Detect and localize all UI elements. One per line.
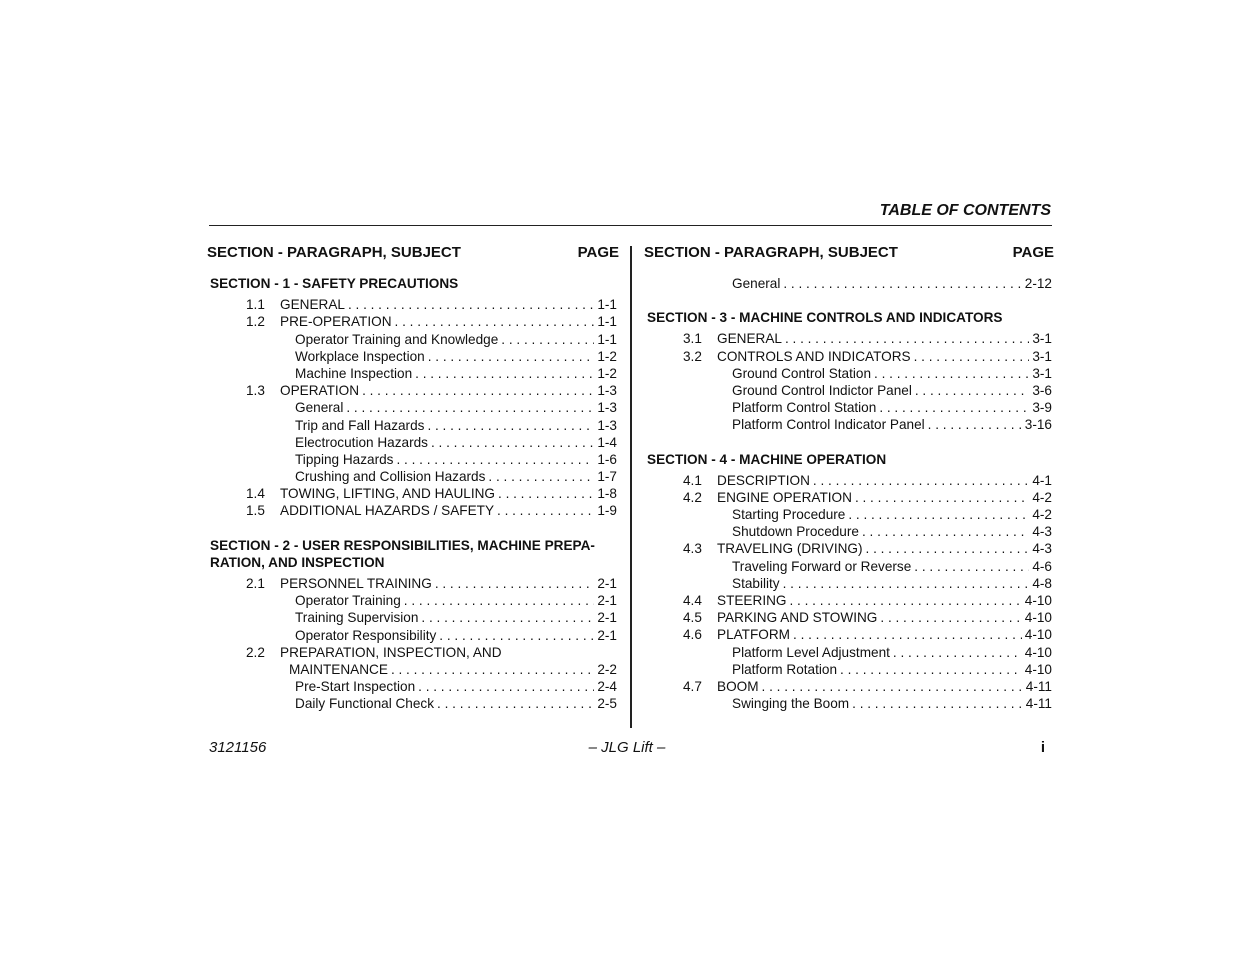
toc-entry-title: MAINTENANCE bbox=[289, 661, 388, 677]
toc-entry-title: ADDITIONAL HAZARDS / SAFETY bbox=[280, 503, 495, 519]
dot-leader bbox=[914, 558, 1029, 575]
dot-leader bbox=[362, 382, 594, 399]
toc-entry[interactable] bbox=[647, 365, 1052, 382]
toc-entry-page: 1-9 bbox=[597, 503, 617, 519]
toc-entry-title: ENGINE OPERATION bbox=[717, 489, 852, 505]
column-heading: SECTION - PARAGRAPH, SUBJECT bbox=[644, 244, 898, 261]
dot-leader bbox=[395, 313, 595, 330]
toc-entry[interactable] bbox=[210, 296, 617, 313]
dot-leader bbox=[928, 416, 1022, 433]
toc-entry[interactable] bbox=[210, 434, 617, 451]
toc-entry-page: 3-6 bbox=[1032, 382, 1052, 398]
toc-entry[interactable] bbox=[647, 489, 1052, 506]
toc-entry-number: 4.3 bbox=[683, 541, 702, 557]
toc-entry-title: Electrocution Hazards bbox=[295, 434, 428, 450]
toc-entry-page: 4-2 bbox=[1032, 489, 1052, 505]
dot-leader bbox=[783, 275, 1021, 292]
toc-entry[interactable] bbox=[647, 523, 1052, 540]
toc-entry-page: 3-1 bbox=[1032, 348, 1052, 364]
toc-entry-number: 1.3 bbox=[246, 383, 265, 399]
column-header-right bbox=[644, 243, 1054, 263]
toc-entry-number: 4.4 bbox=[683, 593, 702, 609]
page-heading: PAGE bbox=[577, 244, 619, 261]
toc-entry-title: Ground Control Indictor Panel bbox=[732, 382, 912, 398]
toc-entry-title: PLATFORM bbox=[717, 627, 791, 643]
toc-entry-page: 4-10 bbox=[1024, 610, 1052, 626]
toc-entry-title: Pre-Start Inspection bbox=[295, 679, 416, 695]
toc-section-heading[interactable]: SECTION - 4 - MACHINE OPERATION bbox=[647, 451, 887, 467]
toc-entry-number: 1.2 bbox=[246, 314, 265, 330]
toc-entry-page: 4-1 bbox=[1032, 472, 1052, 488]
toc-entry[interactable] bbox=[210, 365, 617, 382]
toc-entry-title: STEERING bbox=[717, 593, 787, 609]
dot-leader bbox=[501, 331, 594, 348]
dot-leader bbox=[428, 348, 595, 365]
toc-entry-title: OPERATION bbox=[280, 383, 360, 399]
toc-entry-page: 4-8 bbox=[1032, 575, 1052, 591]
toc-entry[interactable] bbox=[210, 592, 617, 609]
page-number: i bbox=[1040, 739, 1045, 756]
toc-entry-title: PERSONNEL TRAINING bbox=[280, 576, 432, 592]
toc-entry-title: GENERAL bbox=[280, 297, 345, 313]
page-heading: PAGE bbox=[1012, 244, 1054, 261]
toc-entry-title: Operator Responsibility bbox=[295, 627, 437, 643]
toc-entry-number: 4.2 bbox=[683, 489, 702, 505]
dot-leader bbox=[855, 489, 1029, 506]
toc-entry[interactable] bbox=[647, 382, 1052, 399]
toc-entry[interactable] bbox=[647, 275, 1052, 292]
toc-entry-title: Tipping Hazards bbox=[295, 451, 394, 467]
toc-entry-page: 1-8 bbox=[597, 486, 617, 502]
toc-entry-page: 1-6 bbox=[597, 451, 617, 467]
toc-entry-title: BOOM bbox=[717, 678, 759, 694]
toc-entry-page: 4-11 bbox=[1025, 696, 1052, 712]
toc-entry-title: Trip and Fall Hazards bbox=[295, 417, 425, 433]
dot-leader bbox=[783, 575, 1030, 592]
dot-leader bbox=[348, 296, 594, 313]
toc-section-heading[interactable]: SECTION - 3 - MACHINE CONTROLS AND INDICATORS bbox=[647, 310, 1003, 326]
toc-entry-page: 1-4 bbox=[597, 434, 617, 450]
toc-entry[interactable] bbox=[647, 592, 1052, 609]
dot-leader bbox=[439, 627, 594, 644]
toc-entry[interactable] bbox=[210, 348, 617, 365]
toc-entry-page: 3-1 bbox=[1032, 331, 1052, 347]
toc-entry-number: 2.2 bbox=[246, 644, 265, 660]
toc-entry-page: 1-2 bbox=[597, 348, 617, 364]
toc-entry[interactable] bbox=[210, 331, 617, 348]
toc-entry-number: 4.5 bbox=[683, 610, 702, 626]
dot-leader bbox=[396, 451, 594, 468]
toc-entry[interactable] bbox=[647, 575, 1052, 592]
toc-entry-title: Starting Procedure bbox=[732, 507, 846, 523]
dot-leader bbox=[437, 695, 594, 712]
dot-leader bbox=[346, 399, 594, 416]
toc-entry-number: 1.4 bbox=[246, 486, 265, 502]
toc-entry-number: 3.2 bbox=[683, 348, 702, 364]
toc-entry-title: Crushing and Collision Hazards bbox=[295, 469, 486, 485]
toc-entry-page: 1-1 bbox=[597, 297, 617, 313]
toc-entry-title: PRE-OPERATION bbox=[280, 314, 392, 330]
toc-entry-page: 1-7 bbox=[597, 469, 617, 485]
toc-entry-page: 3-16 bbox=[1024, 417, 1052, 433]
toc-entry[interactable] bbox=[210, 468, 617, 485]
toc-entry[interactable] bbox=[210, 575, 617, 592]
toc-entry-number: 4.6 bbox=[683, 627, 702, 643]
toc-entry-title: GENERAL bbox=[717, 331, 782, 347]
toc-entry[interactable] bbox=[210, 502, 617, 519]
page-title: TABLE OF CONTENTS bbox=[879, 202, 1051, 219]
dot-leader bbox=[435, 575, 595, 592]
dot-leader bbox=[880, 609, 1021, 626]
toc-entry-page: 2-12 bbox=[1024, 276, 1052, 291]
toc-entry-title: Traveling Forward or Reverse bbox=[732, 558, 912, 574]
toc-entry-page: 2-1 bbox=[597, 627, 617, 643]
toc-entry-page: 2-1 bbox=[597, 576, 617, 592]
toc-entry-title: Operator Training and Knowledge bbox=[295, 331, 499, 347]
dot-leader bbox=[915, 382, 1030, 399]
column-heading: SECTION - PARAGRAPH, SUBJECT bbox=[207, 244, 461, 261]
toc-entry-page: 2-5 bbox=[597, 696, 617, 712]
toc-entry-title: General bbox=[295, 400, 344, 416]
toc-entry[interactable] bbox=[210, 609, 617, 626]
toc-entry-page: 4-6 bbox=[1032, 558, 1052, 574]
toc-entry[interactable] bbox=[647, 399, 1052, 416]
toc-column-right bbox=[644, 243, 1054, 712]
document-number: 3121156 bbox=[209, 739, 267, 756]
toc-entry-number: 4.1 bbox=[683, 472, 702, 488]
dot-leader bbox=[498, 485, 594, 502]
toc-entry[interactable] bbox=[647, 695, 1052, 712]
toc-entry[interactable] bbox=[210, 485, 617, 502]
toc-entry[interactable] bbox=[210, 678, 617, 695]
toc-entry[interactable] bbox=[210, 382, 617, 399]
toc-entry-page: 4-10 bbox=[1024, 593, 1052, 609]
dot-leader bbox=[793, 626, 1022, 643]
toc-entry-page: 1-3 bbox=[597, 400, 617, 416]
toc-entry-title: DESCRIPTION bbox=[717, 472, 810, 488]
toc-entry-page: 2-1 bbox=[597, 610, 617, 626]
dot-leader bbox=[866, 540, 1030, 557]
toc-entry[interactable] bbox=[647, 609, 1052, 626]
toc-entry-number: 3.1 bbox=[683, 331, 702, 347]
toc-entry-page: 3-9 bbox=[1032, 400, 1052, 416]
dot-leader bbox=[879, 399, 1029, 416]
dot-leader bbox=[874, 365, 1029, 382]
dot-leader bbox=[813, 472, 1029, 489]
dot-leader bbox=[497, 502, 594, 519]
toc-entry-page: 4-11 bbox=[1025, 678, 1052, 694]
toc-entry-title: Ground Control Station bbox=[732, 365, 872, 381]
toc-entry[interactable] bbox=[647, 626, 1052, 643]
dot-leader bbox=[488, 468, 594, 485]
toc-entry-page: 1-2 bbox=[597, 365, 617, 381]
toc-entry[interactable] bbox=[210, 417, 617, 434]
toc-entry-title: Shutdown Procedure bbox=[732, 524, 859, 540]
toc-entry-page: 4-10 bbox=[1024, 644, 1052, 660]
toc-entry-page: 4-3 bbox=[1032, 541, 1052, 557]
toc-entry[interactable] bbox=[647, 661, 1052, 678]
toc-entry-page: 1-1 bbox=[597, 314, 617, 330]
dot-leader bbox=[427, 417, 594, 434]
toc-entries-left bbox=[210, 275, 617, 713]
toc-entry[interactable] bbox=[647, 678, 1052, 695]
toc-column-left bbox=[207, 243, 619, 713]
toc-entry[interactable] bbox=[647, 644, 1052, 661]
toc-entry-page: 4-10 bbox=[1024, 627, 1052, 643]
toc-entry-title: General bbox=[732, 276, 781, 291]
toc-entry-title: Workplace Inspection bbox=[295, 348, 425, 364]
toc-entry-number: 4.7 bbox=[683, 678, 702, 694]
dot-leader bbox=[431, 434, 594, 451]
toc-entry-page: 4-10 bbox=[1024, 661, 1052, 677]
toc-entry-title: TRAVELING (DRIVING) bbox=[717, 541, 863, 557]
toc-entry-page: 4-3 bbox=[1032, 524, 1052, 540]
toc-entry[interactable] bbox=[647, 416, 1052, 433]
toc-entry-title: Stability bbox=[732, 575, 780, 591]
toc-entry-number: 1.1 bbox=[246, 297, 265, 313]
toc-entry-title: PARKING AND STOWING bbox=[717, 610, 878, 626]
dot-leader bbox=[790, 592, 1022, 609]
toc-section-heading[interactable]: SECTION - 1 - SAFETY PRECAUTIONS bbox=[210, 276, 459, 291]
column-divider bbox=[630, 246, 632, 728]
dot-leader bbox=[418, 678, 594, 695]
toc-entry-number: 2.1 bbox=[246, 576, 265, 592]
toc-entry-page: 4-2 bbox=[1032, 507, 1052, 523]
title-rule bbox=[209, 225, 1052, 226]
dot-leader bbox=[848, 506, 1029, 523]
toc-entry[interactable] bbox=[210, 627, 617, 644]
dot-leader bbox=[914, 348, 1030, 365]
toc-entry-page: 1-1 bbox=[597, 331, 617, 347]
dot-leader bbox=[762, 678, 1023, 695]
toc-entry[interactable] bbox=[210, 644, 617, 661]
dot-leader bbox=[415, 365, 594, 382]
toc-section-heading[interactable]: RATION, AND INSPECTION bbox=[210, 554, 385, 570]
toc-entry-title: Swinging the Boom bbox=[732, 696, 850, 712]
toc-entry[interactable] bbox=[647, 348, 1052, 365]
toc-entry-page: 2-2 bbox=[597, 661, 617, 677]
dot-leader bbox=[391, 661, 594, 678]
toc-entry-title: Machine Inspection bbox=[295, 365, 413, 381]
toc-entry[interactable] bbox=[647, 558, 1052, 575]
toc-entry-title: Training Supervision bbox=[295, 610, 419, 626]
toc-entry-title: Platform Level Adjustment bbox=[732, 644, 890, 660]
toc-entry[interactable] bbox=[647, 330, 1052, 347]
toc-entry[interactable] bbox=[647, 540, 1052, 557]
toc-entry-title: Operator Training bbox=[295, 593, 401, 609]
dot-leader bbox=[852, 695, 1023, 712]
toc-entry-title: Platform Rotation bbox=[732, 661, 838, 677]
dot-leader bbox=[785, 330, 1029, 347]
toc-entry-title: Platform Control Indicator Panel bbox=[732, 417, 925, 433]
toc-entry-title: PREPARATION, INSPECTION, AND bbox=[280, 644, 502, 660]
dot-leader bbox=[862, 523, 1029, 540]
toc-entry[interactable] bbox=[210, 399, 617, 416]
toc-entry[interactable] bbox=[210, 661, 617, 678]
toc-entry-title: Daily Functional Check bbox=[295, 696, 435, 712]
toc-entry-title: CONTROLS AND INDICATORS bbox=[717, 348, 911, 364]
toc-section-heading[interactable]: SECTION - 2 - USER RESPONSIBILITIES, MACHINE PREPA- bbox=[210, 537, 595, 553]
toc-entry-page: 1-3 bbox=[597, 383, 617, 399]
toc-entry-page: 3-1 bbox=[1032, 365, 1052, 381]
toc-entry-title: TOWING, LIFTING, AND HAULING bbox=[280, 486, 496, 502]
toc-entry-title: Platform Control Station bbox=[732, 400, 877, 416]
dot-leader bbox=[421, 609, 594, 626]
toc-entry[interactable] bbox=[210, 695, 617, 712]
toc-entry-page: 2-4 bbox=[597, 679, 617, 695]
toc-entry[interactable] bbox=[647, 472, 1052, 489]
dot-leader bbox=[840, 661, 1022, 678]
toc-entry-page: 1-3 bbox=[597, 417, 617, 433]
page-footer bbox=[209, 738, 1045, 758]
toc-entries-right bbox=[647, 275, 1052, 712]
toc-entry[interactable] bbox=[647, 506, 1052, 523]
toc-entry[interactable] bbox=[210, 451, 617, 468]
toc-entry-number: 1.5 bbox=[246, 503, 265, 519]
column-header-left bbox=[207, 243, 619, 263]
footer-publisher: – JLG Lift – bbox=[588, 739, 666, 756]
toc-entry[interactable] bbox=[210, 313, 617, 330]
toc-entry-page: 2-1 bbox=[597, 593, 617, 609]
dot-leader bbox=[893, 644, 1022, 661]
dot-leader bbox=[404, 592, 595, 609]
